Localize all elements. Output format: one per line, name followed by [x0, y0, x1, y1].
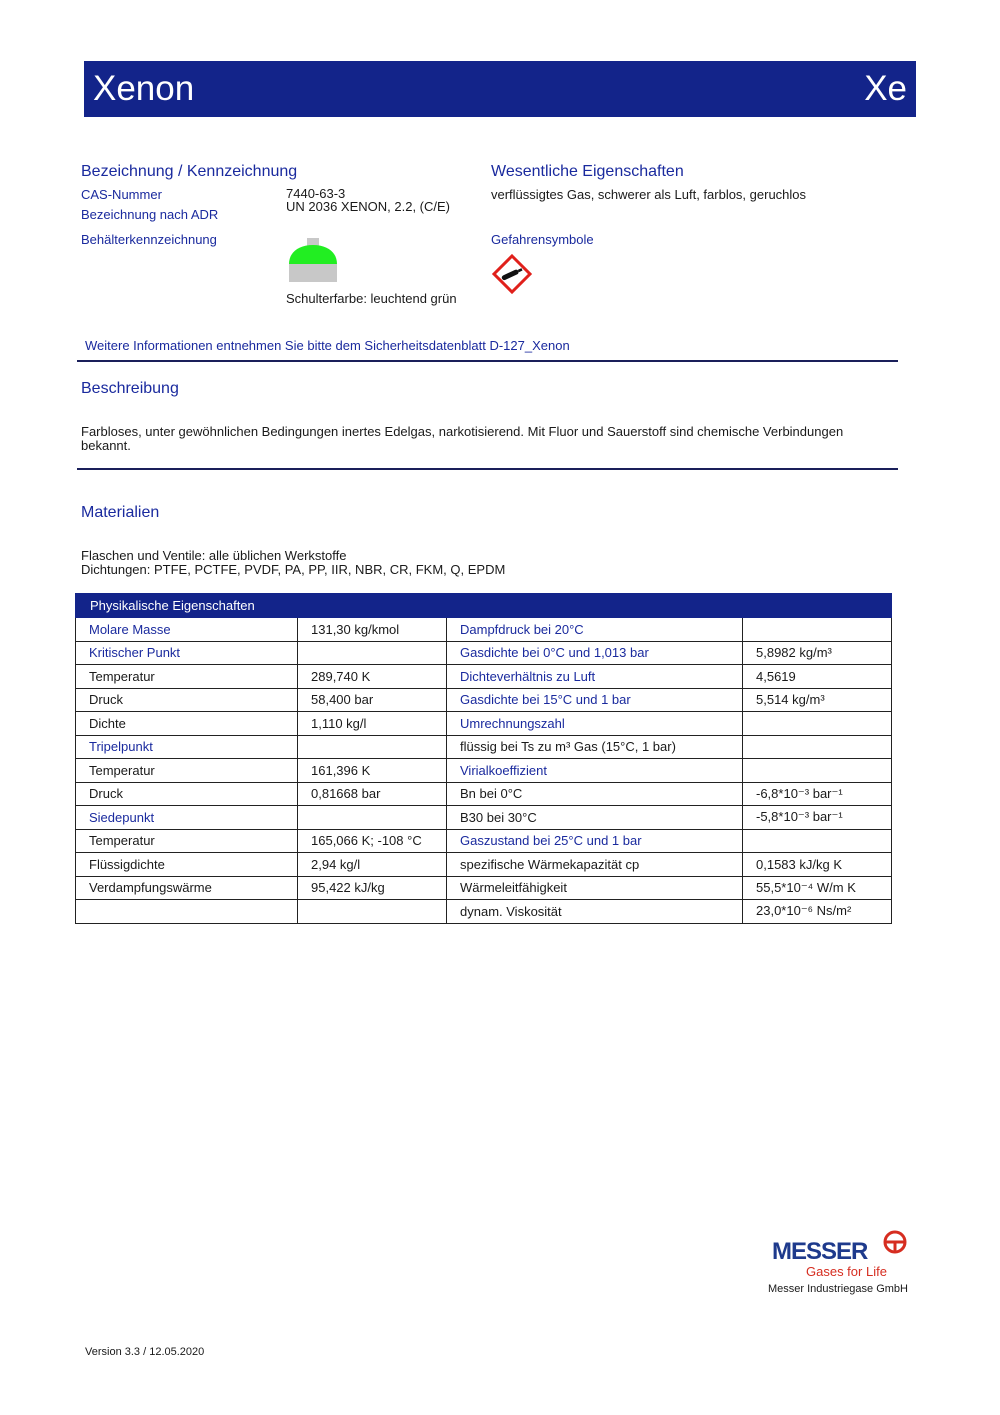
- description-text: Farbloses, unter gewöhnlichen Bedingungen inertes Edelgas, narkotisierend. Mit Fluor und Sauerstoff sind chemische Verbindungen bekannt.: [81, 424, 844, 453]
- table-cell: 95,422 kJ/kg: [298, 876, 447, 900]
- element-symbol: Xe: [864, 69, 907, 108]
- table-cell: Temperatur: [76, 665, 298, 689]
- cylinder-shoulder-icon: [287, 238, 339, 284]
- table-cell: [743, 712, 892, 736]
- table-row: [76, 829, 892, 853]
- table-cell: Druck: [76, 782, 298, 806]
- properties-text: verflüssigtes Gas, schwerer als Luft, farblos, geruchlos: [491, 187, 807, 202]
- table-cell: Kritischer Punkt: [76, 641, 298, 665]
- table-row: [76, 641, 892, 665]
- table-cell: Temperatur: [76, 759, 298, 783]
- table-cell: Dichte: [76, 712, 298, 736]
- table-cell: Tripelpunkt: [76, 735, 298, 759]
- table-cell: B30 bei 30°C: [447, 806, 743, 830]
- table-cell: Dichteverhältnis zu Luft: [447, 665, 743, 689]
- table-row: [76, 712, 892, 736]
- table-row: [76, 735, 892, 759]
- properties-heading: Wesentliche Eigenschaften: [491, 163, 684, 180]
- table-cell: Virialkoeffizient: [447, 759, 743, 783]
- adr-value: UN 2036 XENON, 2.2, (C/E): [286, 199, 450, 214]
- table-row: [76, 688, 892, 712]
- table-row: [76, 782, 892, 806]
- logo-tagline: Gases for Life: [806, 1264, 887, 1279]
- table-cell: 0,81668 bar: [298, 782, 447, 806]
- messer-logo-icon: [882, 1229, 908, 1255]
- container-label: Behälterkennzeichnung: [81, 232, 217, 247]
- table-cell: Verdampfungswärme: [76, 876, 298, 900]
- table-cell: Gaszustand bei 25°C und 1 bar: [447, 829, 743, 853]
- table-cell: 0,1583 kJ/kg K: [743, 853, 892, 877]
- messer-logo: [772, 1229, 912, 1279]
- materials-heading: Materialien: [81, 504, 160, 521]
- table-cell: 161,396 K: [298, 759, 447, 783]
- table-cell: [743, 829, 892, 853]
- table-cell: 4,5619: [743, 665, 892, 689]
- table-cell: [743, 735, 892, 759]
- description-heading: Beschreibung: [81, 380, 179, 397]
- table-cell: Molare Masse: [76, 618, 298, 642]
- hazard-label: Gefahrensymbole: [491, 232, 594, 247]
- table-cell: [76, 900, 298, 924]
- table-cell: [298, 806, 447, 830]
- table-body: [76, 618, 892, 924]
- table-row: [76, 876, 892, 900]
- table-row: [76, 618, 892, 642]
- table-cell: Wärmeleitfähigkeit: [447, 876, 743, 900]
- cas-label: CAS-Nummer: [81, 187, 162, 202]
- table-cell: 5,514 kg/m³: [743, 688, 892, 712]
- gas-name: Xenon: [93, 69, 195, 108]
- table-cell: [743, 618, 892, 642]
- shoulder-color-text: Schulterfarbe: leuchtend grün: [286, 291, 457, 306]
- table-cell: Flüssigdichte: [76, 853, 298, 877]
- table-cell: dynam. Viskosität: [447, 900, 743, 924]
- table-cell: [298, 641, 447, 665]
- table-cell: -5,8*10⁻³ bar⁻¹: [743, 806, 892, 830]
- physical-properties-table: [75, 593, 892, 924]
- table-cell: 131,30 kg/kmol: [298, 618, 447, 642]
- table-row: [76, 759, 892, 783]
- version-footer: Version 3.3 / 12.05.2020: [85, 1346, 205, 1358]
- table-cell: [298, 900, 447, 924]
- title-bar: [84, 61, 916, 117]
- table-cell: spezifische Wärmekapazität cp: [447, 853, 743, 877]
- table-cell: 5,8982 kg/m³: [743, 641, 892, 665]
- table-row: [76, 853, 892, 877]
- identification-heading: Bezeichnung / Kennzeichnung: [81, 163, 298, 180]
- divider: [77, 468, 898, 470]
- table-cell: 1,110 kg/l: [298, 712, 447, 736]
- table-cell: Temperatur: [76, 829, 298, 853]
- table-cell: [298, 735, 447, 759]
- cas-value: 7440-63-3: [286, 186, 346, 201]
- adr-label: Bezeichnung nach ADR: [81, 207, 219, 222]
- table-title: Physikalische Eigenschaften: [76, 594, 892, 618]
- table-cell: Druck: [76, 688, 298, 712]
- logo-wordmark: MESSER: [772, 1238, 868, 1265]
- table-cell: 289,740 K: [298, 665, 447, 689]
- table-cell: 165,066 K; -108 °C: [298, 829, 447, 853]
- table-cell: 2,94 kg/l: [298, 853, 447, 877]
- company-name: Messer Industriegase GmbH: [768, 1283, 908, 1295]
- table-cell: flüssig bei Ts zu m³ Gas (15°C, 1 bar): [447, 735, 743, 759]
- table-row: [76, 900, 892, 924]
- table-cell: 55,5*10⁻⁴ W/m K: [743, 876, 892, 900]
- materials-line-2: Dichtungen: PTFE, PCTFE, PVDF, PA, PP, IIR, NBR, CR, FKM, Q, EPDM: [81, 562, 506, 577]
- divider: [77, 360, 898, 362]
- table-row: [76, 806, 892, 830]
- table-cell: Gasdichte bei 0°C und 1,013 bar: [447, 641, 743, 665]
- table-cell: [743, 759, 892, 783]
- gas-cylinder-hazard-icon: [492, 254, 532, 294]
- table-cell: Gasdichte bei 15°C und 1 bar: [447, 688, 743, 712]
- table-cell: Dampfdruck bei 20°C: [447, 618, 743, 642]
- materials-line-1: Flaschen und Ventile: alle üblichen Werkstoffe: [81, 548, 347, 563]
- more-info-link[interactable]: Weitere Informationen entnehmen Sie bitte dem Sicherheitsdatenblatt D-127_Xenon: [85, 338, 570, 353]
- table-cell: 23,0*10⁻⁶ Ns/m²: [743, 900, 892, 924]
- table-row: [76, 665, 892, 689]
- table-cell: -6,8*10⁻³ bar⁻¹: [743, 782, 892, 806]
- table-cell: Siedepunkt: [76, 806, 298, 830]
- table-cell: Bn bei 0°C: [447, 782, 743, 806]
- table-cell: Umrechnungszahl: [447, 712, 743, 736]
- table-cell: 58,400 bar: [298, 688, 447, 712]
